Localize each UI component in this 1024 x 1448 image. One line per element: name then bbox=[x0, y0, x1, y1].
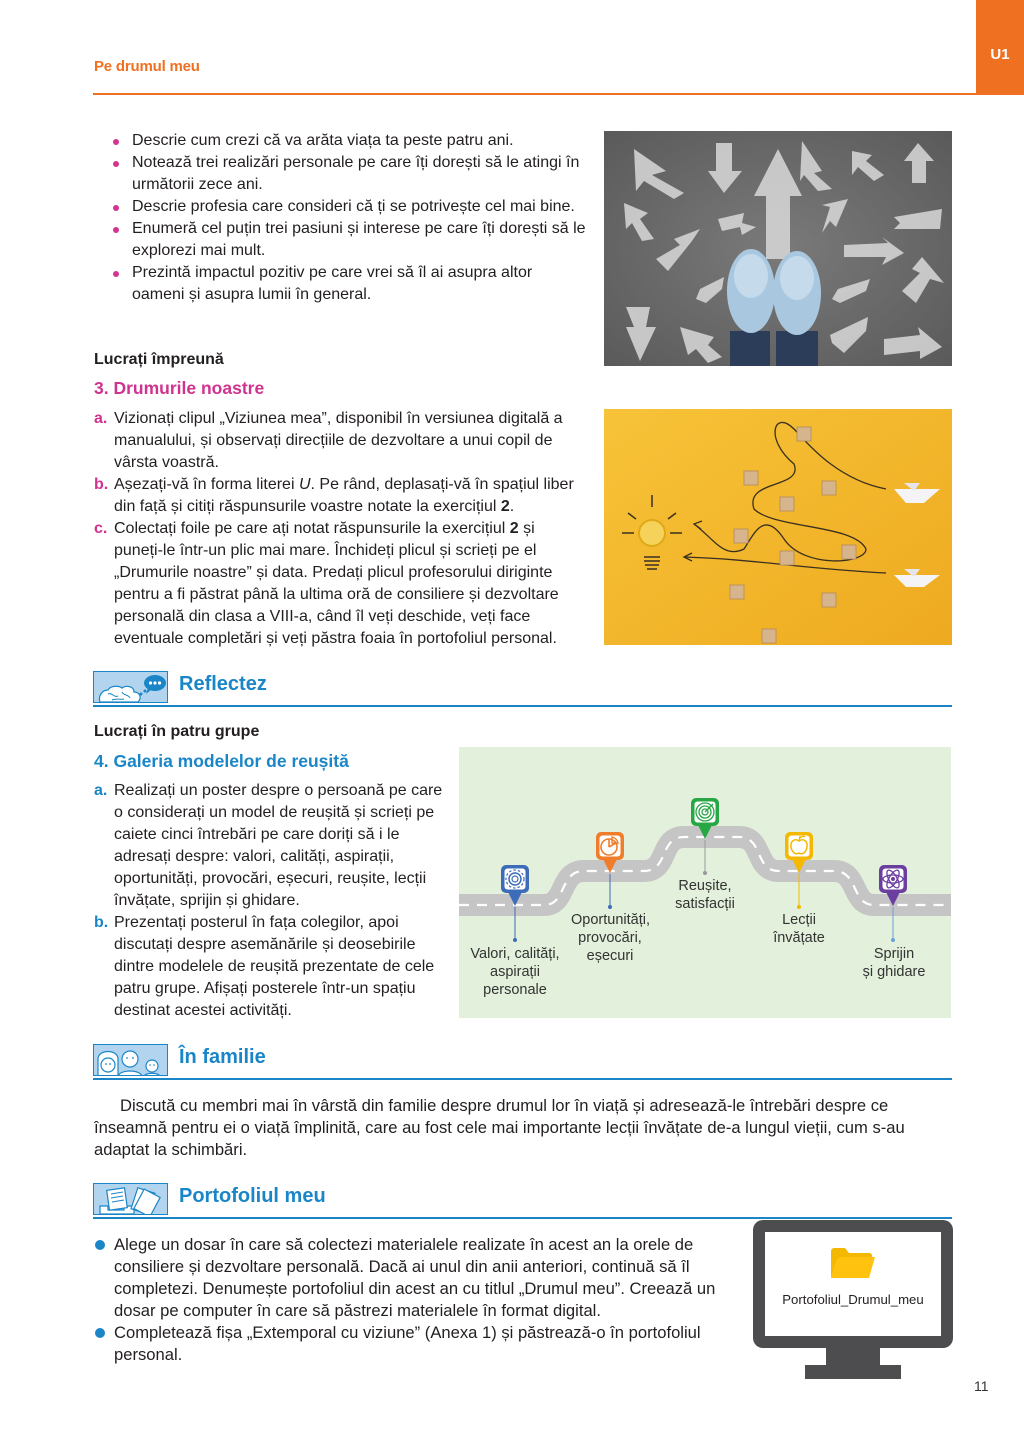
label-line: satisfacții bbox=[675, 896, 735, 912]
label-line: Lecții bbox=[782, 912, 816, 928]
item-letter: b. bbox=[94, 476, 109, 493]
item-text: Realizați un poster despre o persoană pe care o considerați un model de reușită și scrieți pe caiete cinci întrebări pe care doriți să i le adresați despre: valori, calități, aspirații, oportunități, provocări, eșecuri, reușite, lecții învățate, sprijin și ghidare. bbox=[114, 782, 443, 909]
brain-speech-bubble-icon bbox=[93, 671, 168, 703]
photo-paper-boats-lightbulb bbox=[604, 409, 952, 645]
work-mode-groups: Lucrați în patru grupe bbox=[94, 723, 260, 740]
family-faces-icon bbox=[93, 1044, 168, 1076]
arrows-photo-illustration bbox=[604, 131, 952, 366]
success-road-diagram bbox=[459, 747, 951, 1018]
item-text: Prezentați posterul în fața colegilor, apoi discutați despre asemănările și deosebirile dintre modelele de reușită prezentate de cele patru grupe. Afișați posterele într-un spațiu destinat acestei activități. bbox=[114, 914, 435, 1019]
label-line: învățate bbox=[773, 930, 825, 946]
exercise4-title: 4. Galeria modelelor de reușită bbox=[94, 751, 349, 771]
family-paragraph: Discută cu membri mai în vârstă din familie despre drumul lor în viață și adresează-le întrebări despre ce înseamnă pentru ei o viață împlinită, care au fost cele mai importante lecții învățate de-a lungul vieții, cum s-au adaptat la schimbări. bbox=[94, 1096, 905, 1159]
folder-name: Portofoliul_Drumul_meu bbox=[782, 1292, 924, 1307]
photo-arrows-sneakers bbox=[604, 131, 952, 366]
monitor-neck bbox=[826, 1348, 880, 1366]
item-text: Vizionați clipul „Viziunea mea”, disponibil în versiunea digitală a manualului, și observați direcțiile de dezvoltare a unui copil de vârsta voastră. bbox=[114, 410, 563, 471]
portfolio-bullet-list bbox=[94, 1234, 739, 1366]
page-number: 11 bbox=[974, 1378, 989, 1394]
item-letter: b. bbox=[94, 914, 109, 931]
item-text: Colectați foile pe care ați notat răspunsurile la exercițiul bbox=[114, 520, 510, 537]
header-rule bbox=[93, 93, 976, 95]
work-mode-together: Lucrați împreună bbox=[94, 351, 224, 368]
portfolio-bullet: Completează fișa „Extemporal cu viziune” (Anexa 1) și păstrează-o în portofoliul personal. bbox=[94, 1322, 739, 1366]
milestone-pin bbox=[878, 864, 908, 908]
gear-icon bbox=[500, 864, 530, 908]
label-line: eșecuri bbox=[586, 948, 634, 964]
intro-bullet: Notează trei realizări personale pe care îți dorești să le atingi în următorii zece ani. bbox=[108, 152, 588, 196]
item-text: Așezați-vă în forma literei bbox=[114, 476, 299, 493]
exercise4-item-a bbox=[94, 780, 444, 912]
item-letter: a. bbox=[94, 410, 108, 427]
item-text: . bbox=[509, 498, 515, 515]
atom-icon bbox=[878, 864, 908, 908]
exercise3-item-c bbox=[94, 518, 588, 650]
section-header-family bbox=[93, 1044, 952, 1080]
intro-bullet: Prezintă impactul pozitiv pe care vrei să îl ai asupra altor oameni și asupra lumii în general. bbox=[108, 262, 588, 306]
section-title-reflectez: Reflectez bbox=[179, 673, 267, 695]
pie-chart-icon bbox=[595, 831, 625, 875]
exercise3-items bbox=[94, 408, 588, 650]
item-text: și puneți-le într-un plic mai mare. Închideți plicul și scrieți pe el „Drumurile noastre” și data. Predați plicul profesorului diriginte pentru a fi păstrat până la ultima oră de consiliere și dezvoltare personală din clasa a VIII-a, când îl veți deschide, veți face eventuale completări și veți păstra foaia în portofoliul personal. bbox=[114, 520, 559, 647]
milestone-pin bbox=[690, 797, 720, 841]
milestone-pin bbox=[784, 831, 814, 875]
milestone-label-opportunities bbox=[571, 911, 649, 965]
intro-bullet: Descrie profesia care consideri că ți se potrivește cel mai bine. bbox=[108, 196, 588, 218]
portfolio-bullet: Alege un dosar în care să colectezi materialele realizate în acest an la orele de consiliere și dezvoltare personală. Dacă ai unul din anii anteriori, continuă să îl completezi. Denumește portofoliul din acest an cu titlul „Drumul meu”. Creează un dosar pe computer în care să păstrezi materialele în format digital. bbox=[94, 1234, 739, 1322]
exercise4-item-b bbox=[94, 912, 444, 1022]
item-bold: 2 bbox=[500, 498, 510, 515]
unit-tab bbox=[976, 0, 1024, 95]
exercise3-title: 3. Drumurile noastre bbox=[94, 378, 265, 398]
milestone-label-lessons bbox=[759, 911, 839, 947]
computer-monitor-illustration bbox=[753, 1220, 953, 1380]
milestone-pin bbox=[595, 831, 625, 875]
milestone-pin bbox=[500, 864, 530, 908]
label-line: aspirații bbox=[490, 964, 540, 980]
section-title-portfolio: Portofoliul meu bbox=[179, 1185, 326, 1207]
section-header-reflectez bbox=[93, 671, 952, 707]
intro-bullet-list bbox=[108, 130, 588, 306]
label-line: Reușite, bbox=[678, 878, 732, 894]
item-italic: U bbox=[298, 476, 311, 493]
item-bold: 2 bbox=[509, 520, 519, 537]
monitor-base bbox=[805, 1365, 901, 1379]
label-line: Sprijin bbox=[873, 946, 915, 962]
item-text: . Pe rând, deplasați-vă în spațiul liber din față și citiți răspunsurile voastre notate la exercițiul bbox=[114, 476, 574, 515]
unit-tab-label: U1 bbox=[990, 46, 1010, 63]
item-text-group bbox=[114, 518, 588, 650]
label-line: personale bbox=[483, 982, 547, 998]
milestone-label-support bbox=[851, 945, 937, 981]
exercise3-item-a bbox=[94, 408, 588, 474]
target-icon bbox=[690, 797, 720, 841]
documents-icon bbox=[93, 1183, 168, 1215]
intro-bullet: Enumeră cel puțin trei pasiuni și interese pe care îți dorești să le explorezi mai mult. bbox=[108, 218, 588, 262]
running-title: Pe drumul meu bbox=[94, 58, 200, 75]
section-title-family: În familie bbox=[179, 1046, 266, 1068]
milestone-label-values bbox=[459, 945, 571, 999]
exercise4-items bbox=[94, 780, 444, 1022]
apple-icon bbox=[784, 831, 814, 875]
intro-bullet: Descrie cum crezi că va arăta viața ta peste patru ani. bbox=[108, 130, 588, 152]
exercise3-item-b bbox=[94, 474, 588, 518]
label-line: și ghidare bbox=[862, 964, 926, 980]
monitor-frame bbox=[753, 1220, 953, 1348]
label-line: provocări, bbox=[578, 930, 642, 946]
item-letter: c. bbox=[94, 520, 108, 537]
monitor-screen bbox=[765, 1232, 941, 1336]
label-line: Oportunități, bbox=[571, 912, 650, 928]
label-line: Valori, calități, bbox=[470, 946, 560, 962]
item-letter: a. bbox=[94, 782, 108, 799]
folder-icon bbox=[829, 1246, 877, 1280]
milestone-label-successes bbox=[659, 877, 751, 913]
section-header-portfolio bbox=[93, 1183, 952, 1219]
boats-photo-illustration bbox=[604, 409, 952, 645]
item-text-group bbox=[114, 474, 588, 518]
